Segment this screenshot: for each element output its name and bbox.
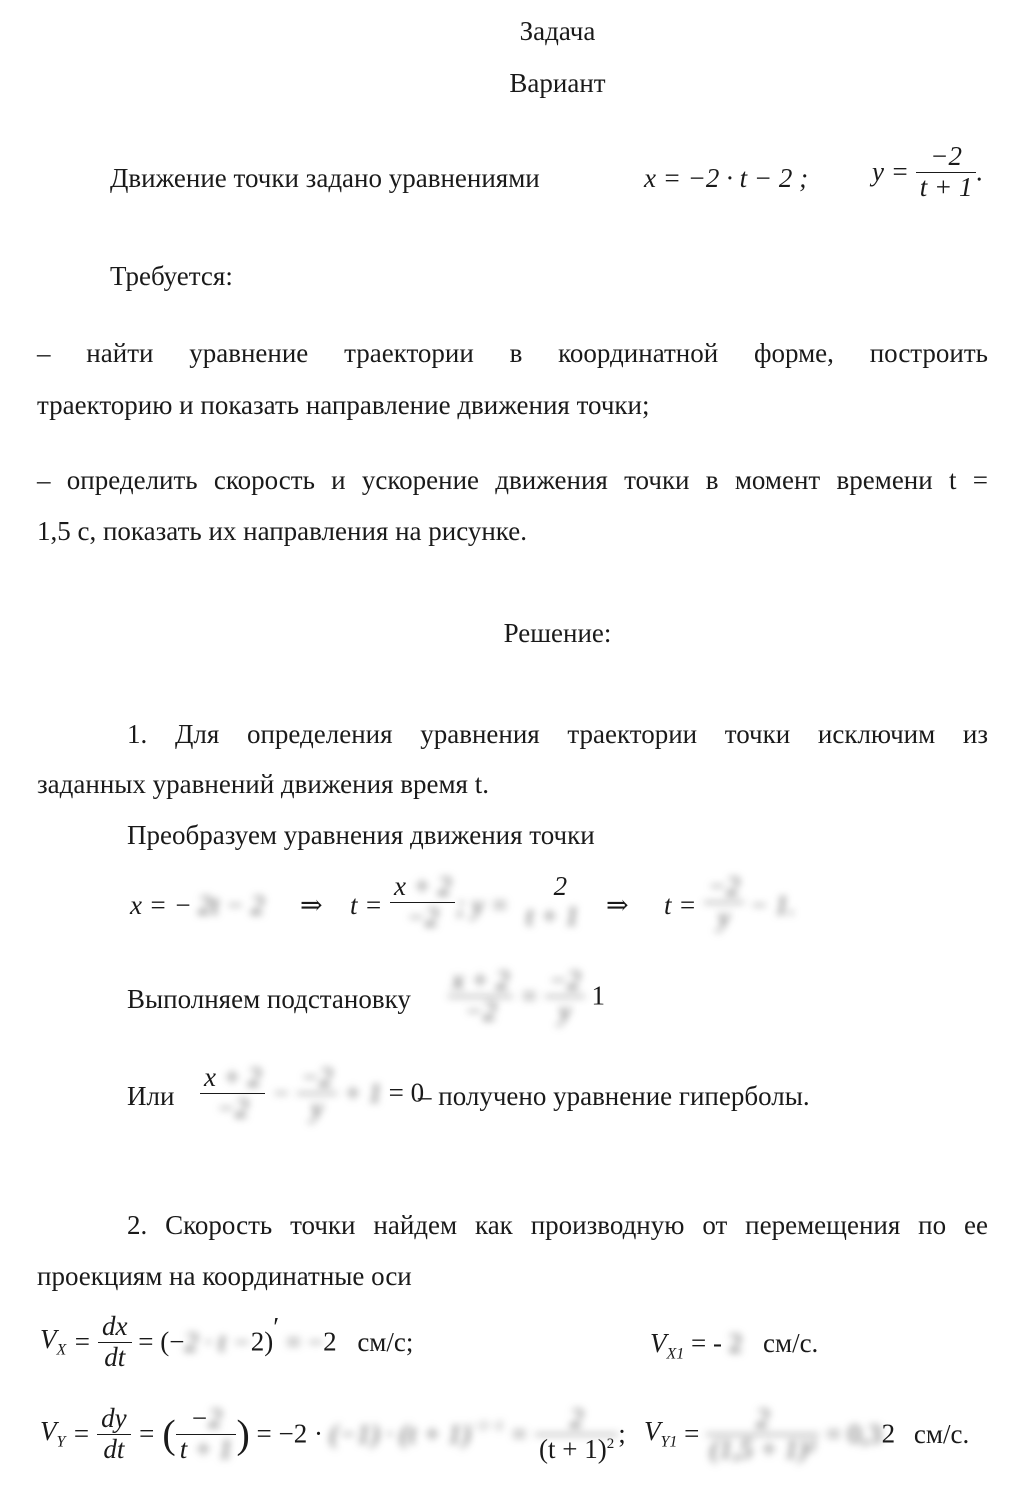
step-1-line-1: 1. Для определения уравнения траектории точки исключим из	[127, 719, 988, 749]
substitution-text: Выполняем подстановку	[127, 984, 411, 1014]
hyperbola-text: – получено уравнение гиперболы.	[418, 1081, 810, 1111]
y-lhs-blurred: ; y =	[456, 890, 509, 920]
substitution-expression	[448, 966, 605, 1026]
vx-v: V	[40, 1324, 57, 1355]
vy-sub: Y	[56, 1433, 66, 1451]
sub-fraction-2-numerator: −2	[545, 966, 585, 997]
vx-paren-close: 2)	[250, 1326, 274, 1357]
sub-equals-blurred: =	[519, 980, 539, 1011]
equation-y-lhs: y =	[872, 156, 909, 187]
vy-inner-fraction	[176, 1404, 237, 1464]
requirement-1-line-2: траекторию и показать направление движения точки;	[37, 390, 650, 420]
vx1-unit: см/с.	[763, 1328, 819, 1358]
vx-unit: см/с;	[357, 1326, 414, 1357]
requirement-2-line-1: – определить скорость и ускорение движения точки в момент времени t =	[37, 465, 988, 495]
sub-fraction-2	[545, 966, 585, 1026]
t2-fraction-denominator: y	[717, 901, 730, 932]
vx1-blurred-value: 2	[728, 1328, 743, 1358]
t-fraction	[390, 872, 455, 932]
vy1-denominator: (1,5 + 1)²	[710, 1433, 816, 1464]
arrow-1: ⇒	[300, 890, 323, 920]
vy-blur-exp: −1−1	[470, 1419, 504, 1435]
vy-equation	[40, 1404, 626, 1464]
vx-derivative	[98, 1312, 131, 1372]
vy1-blurred-value: = 0,3	[825, 1418, 882, 1449]
or-mid-blurred: −	[271, 1077, 291, 1108]
or-equals-zero: = 0	[388, 1077, 425, 1108]
t-lhs: t =	[350, 890, 383, 920]
equation-y-denominator: t + 1	[919, 171, 973, 202]
variant-label: Вариант	[509, 68, 606, 98]
or-fraction-2-denominator: y	[310, 1092, 323, 1123]
vy-semicolon: ;	[618, 1418, 626, 1449]
vx1-sub: X1	[666, 1345, 685, 1363]
vy-result-denominator	[535, 1435, 618, 1465]
vx1-v: V	[650, 1328, 667, 1358]
task-title: Задача	[519, 16, 596, 46]
vy-symbol	[40, 1416, 66, 1451]
or-fraction-2	[297, 1063, 337, 1123]
sub-fraction-1-denominator: −2	[464, 995, 497, 1026]
vy-inner-den-blurred: + 1	[193, 1433, 233, 1464]
vy-paren-open: (	[162, 1411, 176, 1457]
requirement-1-line-1: – найти уравнение траектории в координатной форме, построить	[37, 338, 988, 368]
vy-eq: =	[72, 1418, 91, 1449]
t-fraction-numerator	[390, 872, 455, 903]
vx-derivative-numerator: dx	[98, 1312, 131, 1343]
sub-fraction-1-numerator: x + 2	[448, 966, 513, 997]
t-fraction-body	[390, 872, 455, 932]
x-rhs-blurred: 2t − 2	[198, 890, 265, 920]
t-num-x: x	[394, 871, 406, 901]
t2-fraction-body	[704, 872, 744, 932]
vx-equation	[40, 1312, 413, 1372]
t2-tail-blurred: − 1.	[750, 890, 796, 920]
vy1-numerator: 2	[706, 1404, 819, 1435]
transform-text: Преобразуем уравнения движения точки	[127, 820, 595, 850]
vy-derivative	[97, 1404, 130, 1464]
t2-fraction	[704, 872, 744, 932]
step-2-line-1: 2. Скорость точки найдем как производную от перемещения по ее	[127, 1210, 988, 1240]
t2-fraction-numerator: −2	[704, 872, 744, 903]
vy-paren-close: )	[236, 1411, 250, 1457]
vy-result-numerator: 2	[535, 1404, 618, 1435]
x-lhs: x = −	[130, 890, 192, 920]
vy-den-exp: 2	[606, 1435, 615, 1452]
or-num-x: x	[204, 1062, 216, 1092]
vx-symbol	[40, 1324, 67, 1359]
vy-inner-numerator	[176, 1404, 237, 1435]
t2-lhs: t =	[664, 890, 697, 920]
equation-y-end: .	[976, 156, 984, 187]
or-plus-blurred: + 1	[343, 1077, 382, 1108]
vy-inner-num-blurred: 2	[208, 1403, 222, 1433]
vx1-equation	[650, 1328, 818, 1363]
vy-den-partial: (t + 1)	[539, 1433, 607, 1464]
or-label: Или	[127, 1081, 175, 1111]
vy1-eq: =	[684, 1418, 700, 1449]
vy-inner-denominator	[176, 1435, 237, 1465]
equation-y-numerator: −2	[916, 142, 977, 173]
equation-y	[872, 142, 983, 202]
step-2-line-2: проекциям на координатные оси	[37, 1261, 412, 1291]
vy-derivative-denominator: dt	[103, 1433, 125, 1464]
vx-sub: X	[56, 1341, 67, 1359]
t-num-blurred: + 2	[412, 871, 452, 901]
vy-inner-minus: −	[190, 1403, 209, 1433]
vy1-fraction	[706, 1404, 819, 1464]
hyperbola-expression	[200, 1063, 424, 1123]
solution-heading: Решение:	[503, 618, 612, 648]
y-fraction-body	[522, 872, 583, 931]
sub-tail: 1	[591, 980, 605, 1011]
equation-x: x = −2 · t − 2 ;	[644, 163, 809, 193]
or-fraction-1-numerator	[200, 1063, 265, 1094]
requirements-heading: Требуется:	[110, 261, 233, 291]
vy-result-fraction	[535, 1404, 618, 1464]
arrow-2: ⇒	[606, 890, 629, 920]
y-fraction-denominator: t + 1	[526, 900, 579, 931]
vy1-symbol	[644, 1416, 678, 1451]
vy-inner-t: t	[179, 1433, 188, 1464]
vy-derivative-numerator: dy	[97, 1404, 130, 1435]
y-fraction-numerator: 2	[553, 871, 568, 901]
vx-val: 2	[323, 1326, 337, 1357]
vy-blur-mid: (−1) · (t + 1)	[329, 1418, 471, 1449]
condition-intro: Движение точки задано уравнениями	[110, 163, 540, 193]
vy1-sub: Y1	[660, 1433, 678, 1451]
vx-paren-open: = (−	[138, 1326, 185, 1357]
y-fraction	[522, 872, 583, 931]
vy1-v: V	[644, 1416, 661, 1447]
step-1-line-2: заданных уравнений движения время t.	[37, 769, 489, 799]
or-fraction-1	[200, 1063, 265, 1123]
or-fraction-2-numerator: −2	[297, 1063, 337, 1094]
or-num-blurred: + 2	[222, 1062, 262, 1092]
vx-eq: =	[73, 1326, 92, 1357]
vy-paren-eq: =	[137, 1418, 156, 1449]
vx-blur-val: = −	[285, 1326, 324, 1357]
vx-blur-inner: 2 · t −	[184, 1326, 251, 1357]
vx-derivative-denominator: dt	[104, 1341, 126, 1372]
sub-fraction-2-denominator: y	[558, 995, 571, 1026]
t-fraction-denominator: −2	[406, 901, 439, 932]
vy1-unit: см/с.	[913, 1418, 970, 1449]
requirement-2-line-2: 1,5 с, показать их направления на рисунке.	[37, 516, 527, 546]
vx1-eq: = -	[691, 1328, 722, 1358]
equation-y-fraction	[916, 142, 977, 202]
vy-blur-eq: =	[510, 1418, 529, 1449]
vx-prime: ′	[273, 1312, 280, 1342]
sub-fraction-1	[448, 966, 513, 1026]
or-fraction-1-denominator: −2	[216, 1092, 249, 1123]
vy-v: V	[40, 1416, 57, 1447]
vy1-equation	[644, 1404, 969, 1464]
vy1-value-end: 2	[881, 1418, 896, 1449]
vy-mid: = −2 ·	[256, 1418, 323, 1449]
